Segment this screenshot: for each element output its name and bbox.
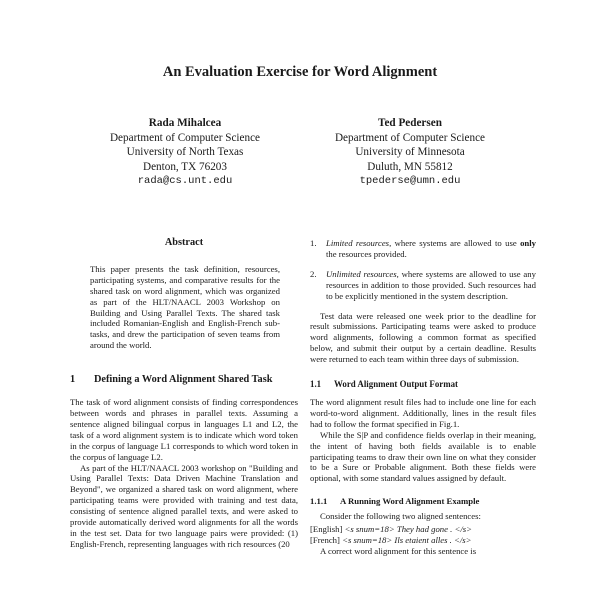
- author-institution: University of Minnesota: [355, 146, 465, 159]
- list-bold: only: [520, 238, 536, 248]
- section-title: Defining a Word Alignment Shared Task: [94, 374, 273, 386]
- subsection-title: Word Alignment Output Format: [334, 379, 459, 390]
- subsection-number: 1.1: [310, 379, 322, 390]
- subsubsection-title: A Running Word Alignment Example: [340, 496, 480, 507]
- list-text: [326, 269, 536, 302]
- list-item: [310, 269, 536, 302]
- body-paragraph: As part of the HLT/NAACL 2003 workshop on "Building and Using Parallel Texts: Data Driven Machine Translation and Beyond", we organized a shared task on word alignment, where participating teams were provided with training and test data, consisting of sentence aligned parallel texts, and were asked to provide automatically derived word alignments for all the words in the test set. Data for two language pairs were provided: (1) English-French, representing languages with rich resources (20: [70, 462, 298, 549]
- author-block-2: [285, 116, 535, 189]
- abstract-text: This paper presents the task definition, resources, participating systems, and comparative results for the shared task on word alignment, which was organized as part of the HLT/NAACL 2003 Workshop on Building and Using Parallel Texts. The shared task included Romanian-English and English-French sub-tasks, and drew the participation of seven teams from around the world.: [90, 263, 280, 351]
- example-label: [French]: [310, 534, 340, 545]
- subsection-heading: [310, 379, 536, 390]
- list-item: [310, 238, 536, 260]
- abstract-heading: Abstract: [164, 237, 204, 248]
- subsubsection-number: 1.1.1: [310, 496, 328, 507]
- list-text-part: the resources provided.: [326, 248, 407, 259]
- example-line-french: [310, 535, 536, 546]
- list-text: [326, 238, 536, 260]
- subsubsection-heading: [310, 496, 536, 507]
- author-email: tpederse@umn.edu: [359, 175, 461, 188]
- list-lead: Unlimited resources: [326, 268, 397, 279]
- section-heading: [70, 375, 298, 386]
- body-paragraph: The task of word alignment consists of finding correspondences between words and phrases in parallel texts. Assuming a sentence aligned bilingual corpus in languages L1 and L2, the task of a word alignment system is to indicate which word token in the corpus of language L1 corresponds to which word token in the corpus of language L2.: [70, 397, 298, 462]
- author-location: Duluth, MN 55812: [367, 160, 453, 173]
- list-lead: Limited resources: [326, 238, 390, 248]
- paper-title: An Evaluation Exercise for Word Alignment: [162, 64, 438, 80]
- author-department: Department of Computer Science: [334, 131, 486, 144]
- author-block-1: [60, 116, 310, 189]
- author-name: Rada Mihalcea: [148, 117, 222, 129]
- author-name: Ted Pedersen: [378, 117, 442, 129]
- body-paragraph: While the S|P and confidence fields overlap in their meaning, the intent of having both fields available is to enable participating teams to draw their own line on what they consider to be a Sure or Probable alignment. Both these fields were optional, with some standard values assigned by default.: [310, 429, 536, 484]
- body-paragraph: Test data were released one week prior to the deadline for result submissions. Participating teams were asked to produce word alignments, following a common format as specified below, and submit their output by a certain deadline. Results were returned to each team within three days of submission.: [310, 310, 536, 365]
- example-text: <s snum=18> Ils etaient alles . </s>: [342, 534, 472, 545]
- example-line-english: [310, 524, 536, 535]
- right-column: [310, 238, 536, 557]
- example-label: [English]: [310, 524, 343, 535]
- left-column: [70, 238, 298, 550]
- body-paragraph: The word alignment result files had to include one line for each word-to-word alignment. Additionally, lines in the result files had to follow the format specified in Fig.1.: [310, 396, 536, 429]
- example-text: <s snum=18> They had gone . </s>: [344, 524, 473, 535]
- section-number: 1: [70, 374, 76, 386]
- list-text-part: , where systems are allowed to use: [389, 238, 521, 248]
- list-number: 2.: [310, 268, 317, 279]
- list-number: 1.: [310, 238, 317, 248]
- body-paragraph: Consider the following two aligned sentences:: [320, 511, 481, 522]
- author-location: Denton, TX 76203: [142, 160, 227, 173]
- author-email: rada@cs.unt.edu: [137, 175, 233, 188]
- list-text-part: , where systems are allowed to use any resources in addition to those provided. Such resources had to be explicitly mentioned in the system description.: [326, 268, 536, 301]
- body-paragraph: A correct word alignment for this sentence is: [320, 545, 477, 556]
- author-institution: University of North Texas: [126, 146, 244, 159]
- author-department: Department of Computer Science: [109, 131, 261, 144]
